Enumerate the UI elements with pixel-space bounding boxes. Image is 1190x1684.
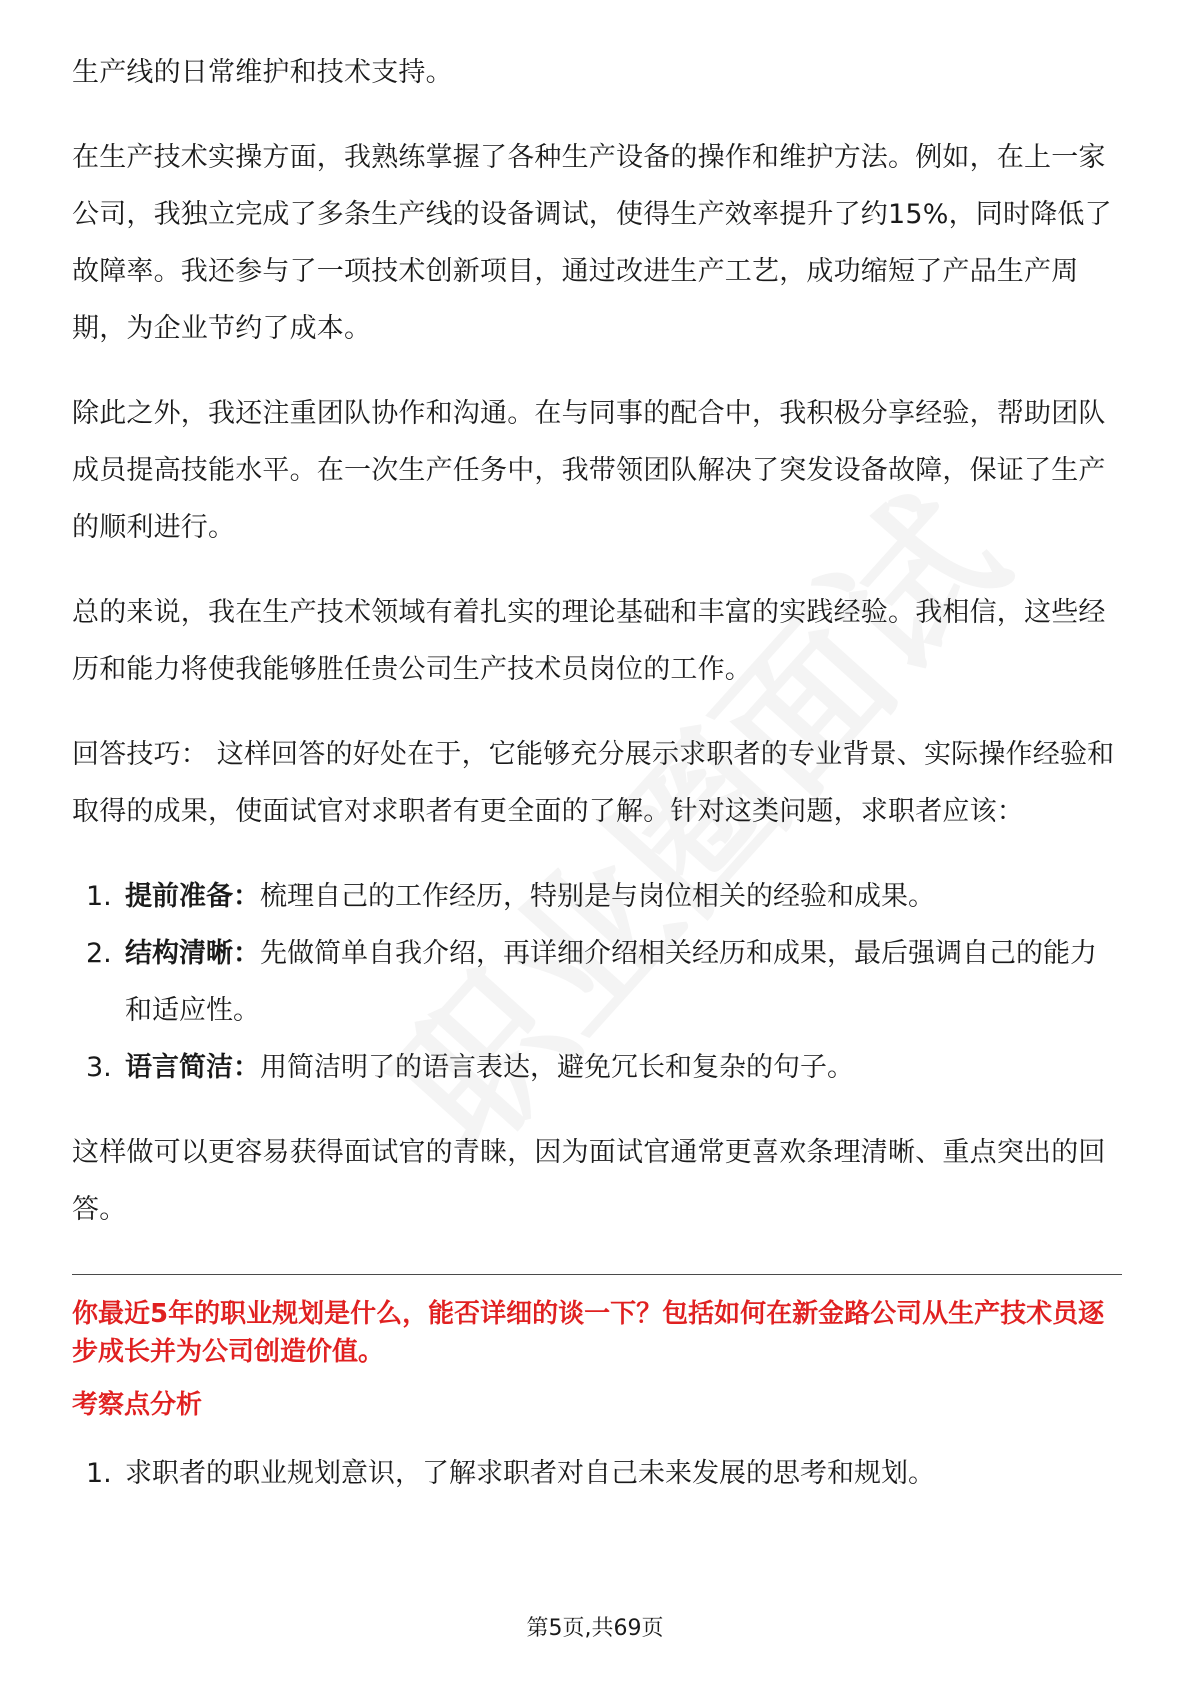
interview-question: 你最近5年的职业规划是什么，能否详细的谈一下？包括如何在新金路公司从生产技术员逐步成长并为公司创造价值。 [72,1299,1105,1367]
list-item-text: 先做简单自我介绍，再详细介绍相关经历和成果，最后强调自己的能力和适应性。 [125,938,1097,1026]
paragraph-conclusion: 这样做可以更容易获得面试官的青睐，因为面试官通常更喜欢条理清晰、重点突出的回答。 [72,1137,1106,1225]
list-item-number: 3. [86,1052,112,1083]
list-item [72,868,1122,925]
analysis-list [72,1445,1122,1502]
list-item-number: 1. [86,1458,112,1489]
section-divider [72,1274,1122,1275]
list-item-number: 1. [86,881,112,912]
paragraph-continuation: 生产线的日常维护和技术支持。 [72,57,453,88]
list-item-lead: 结构清晰： [125,938,260,969]
list-item-lead: 提前准备： [125,881,260,912]
paragraph-answer-tips: 回答技巧： 这样回答的好处在于，它能够充分展示求职者的专业背景、实际操作经验和取得的成果，使面试官对求职者有更全面的了解。针对这类问题，求职者应该： [72,739,1115,827]
analysis-title: 考察点分析 [72,1390,203,1420]
tips-list [72,868,1122,1096]
list-item [72,1039,1122,1096]
paragraph-summary: 总的来说，我在生产技术领域有着扎实的理论基础和丰富的实践经验。我相信，这些经历和能力将使我能够胜任贵公司生产技术员岗位的工作。 [72,597,1106,685]
list-item-text: 梳理自己的工作经历，特别是与岗位相关的经验和成果。 [260,881,935,912]
list-item-text: 用简洁明了的语言表达，避免冗长和复杂的句子。 [260,1052,854,1083]
list-item-number: 2. [86,938,112,969]
page-footer: 第5页,共69页 [526,1616,664,1641]
paragraph-teamwork: 除此之外，我还注重团队协作和沟通。在与同事的配合中，我积极分享经验，帮助团队成员提高技能水平。在一次生产任务中，我带领团队解决了突发设备故障，保证了生产的顺利进行。 [72,398,1106,543]
list-item-text: 求职者的职业规划意识，了解求职者对自己未来发展的思考和规划。 [125,1458,935,1489]
list-item [72,1445,1122,1502]
list-item-lead: 语言简洁： [125,1052,260,1083]
paragraph-practice: 在生产技术实操方面，我熟练掌握了各种生产设备的操作和维护方法。例如，在上一家公司，我独立完成了多条生产线的设备调试，使得生产效率提升了约15%，同时降低了故障率。我还参与了一项技术创新项目，通过改进生产工艺，成功缩短了产品生产周期，为企业节约了成本。 [72,142,1112,344]
list-item [72,925,1122,1039]
page-content [72,44,1122,1530]
